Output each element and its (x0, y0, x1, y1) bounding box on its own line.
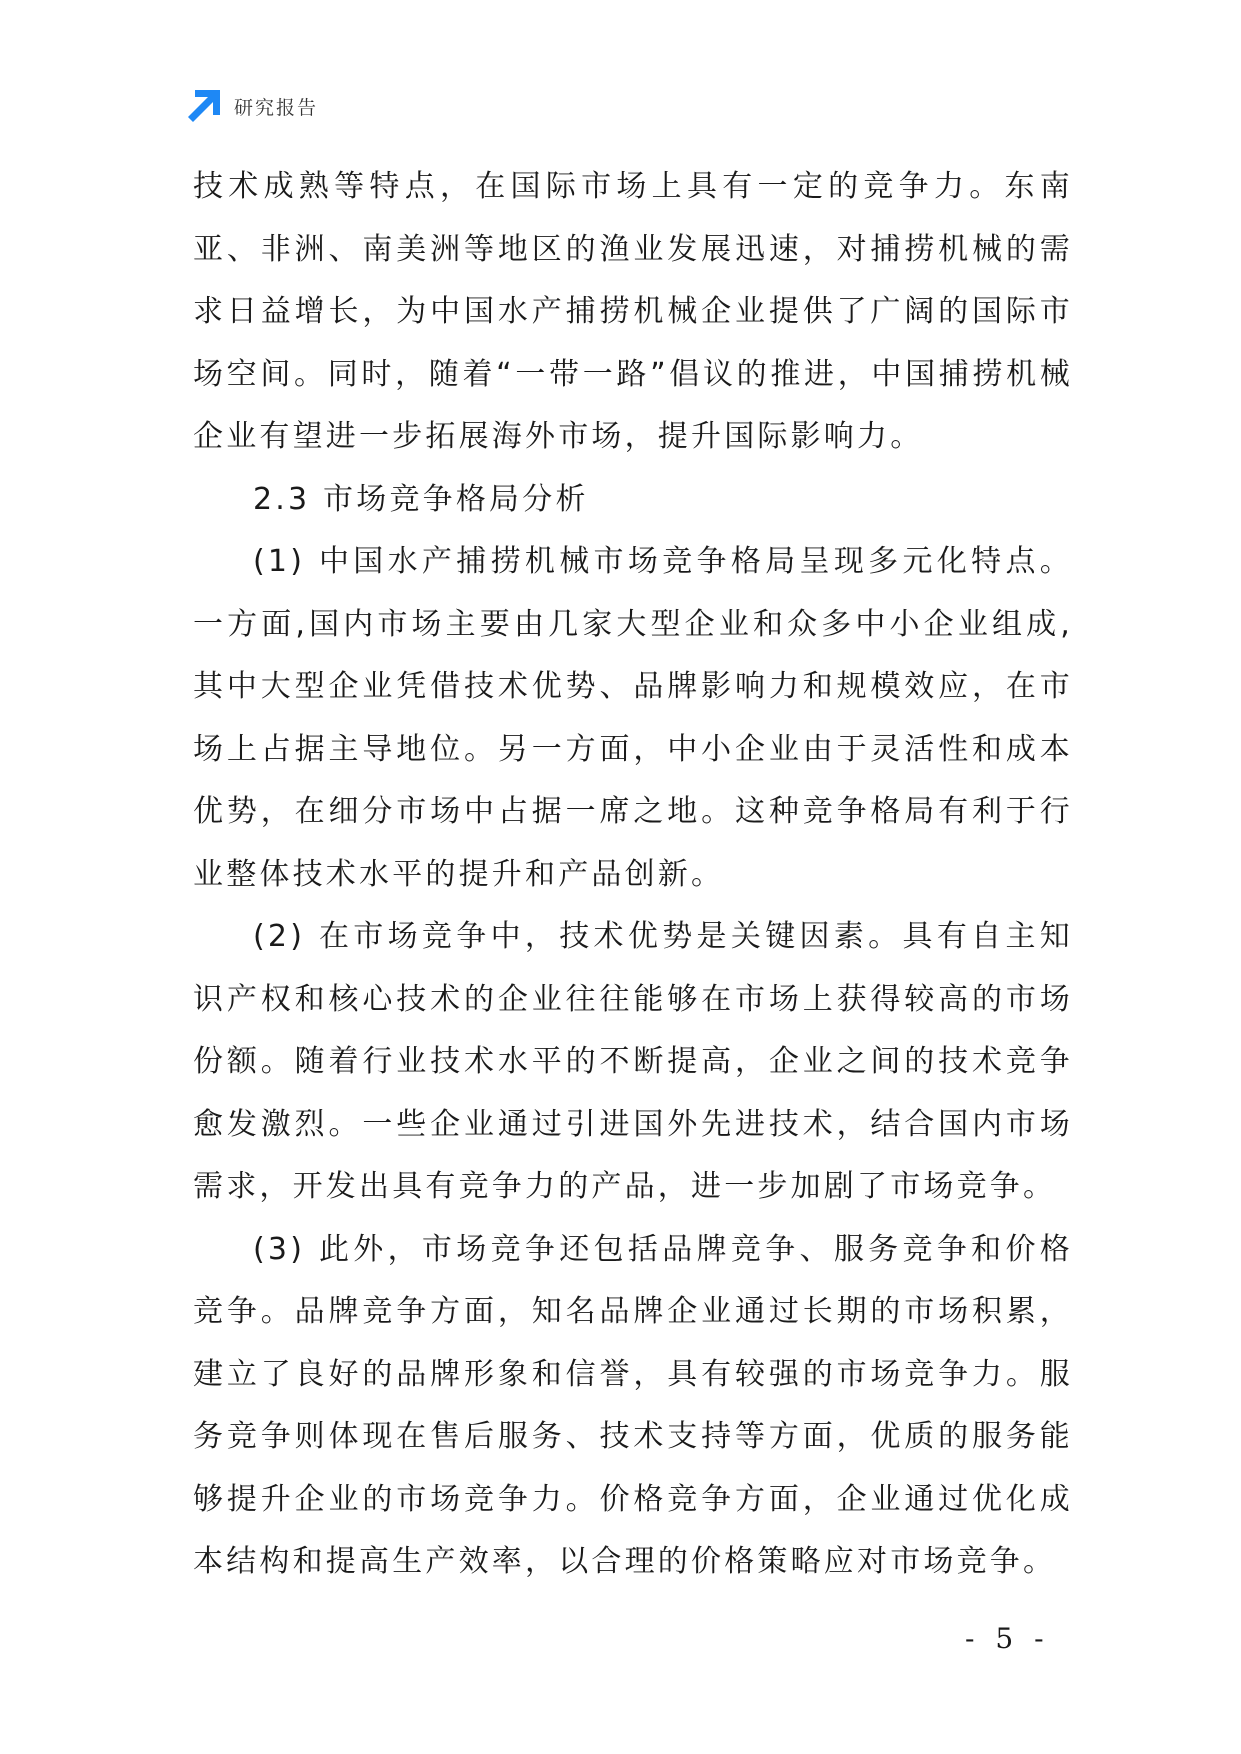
arrow-up-right-logo-icon (188, 90, 220, 122)
document-body (193, 156, 1073, 1594)
paragraph-2: (2) 在市场竞争中，技术优势是关键因素。具有自主知识产权和核心技术的企业往往能够在市场上获得较高的市场份额。随着行业技术水平的不断提高，企业之间的技术竞争愈发激烈。一些企业通过引进国外先进技术，结合国内市场需求，开发出具有竞争力的产品，进一步加剧了市场竞争。 (193, 919, 1073, 1204)
paragraph-1: (1) 中国水产捕捞机械市场竞争格局呈现多元化特点。一方面,国内市场主要由几家大型企业和众多中小企业组成,其中大型企业凭借技术优势、品牌影响力和规模效应，在市场上占据主导地位。另一方面，中小企业由于灵活性和成本优势，在细分市场中占据一席之地。这种竞争格局有利于行业整体技术水平的提升和产品创新。 (193, 544, 1073, 892)
header-title: 研究报告 (234, 96, 319, 119)
report-header (188, 90, 318, 122)
page-number: - 5 - (965, 1622, 1050, 1655)
continued-paragraph: 技术成熟等特点，在国际市场上具有一定的竞争力。东南亚、非洲、南美洲等地区的渔业发展迅速，对捕捞机械的需求日益增长，为中国水产捕捞机械企业提供了广阔的国际市场空间。同时，随着“一带一路”倡议的推进，中国捕捞机械企业有望进一步拓展海外市场，提升国际影响力。 (193, 169, 1073, 454)
paragraph-3: (3) 此外，市场竞争还包括品牌竞争、服务竞争和价格竞争。品牌竞争方面，知名品牌企业通过长期的市场积累，建立了良好的品牌形象和信誉，具有较强的市场竞争力。服务竞争则体现在售后服务、技术支持等方面，优质的服务能够提升企业的市场竞争力。价格竞争方面，企业通过优化成本结构和提高生产效率，以合理的价格策略应对市场竞争。 (193, 1231, 1073, 1579)
section-heading: 2.3 市场竞争格局分析 (253, 481, 589, 517)
